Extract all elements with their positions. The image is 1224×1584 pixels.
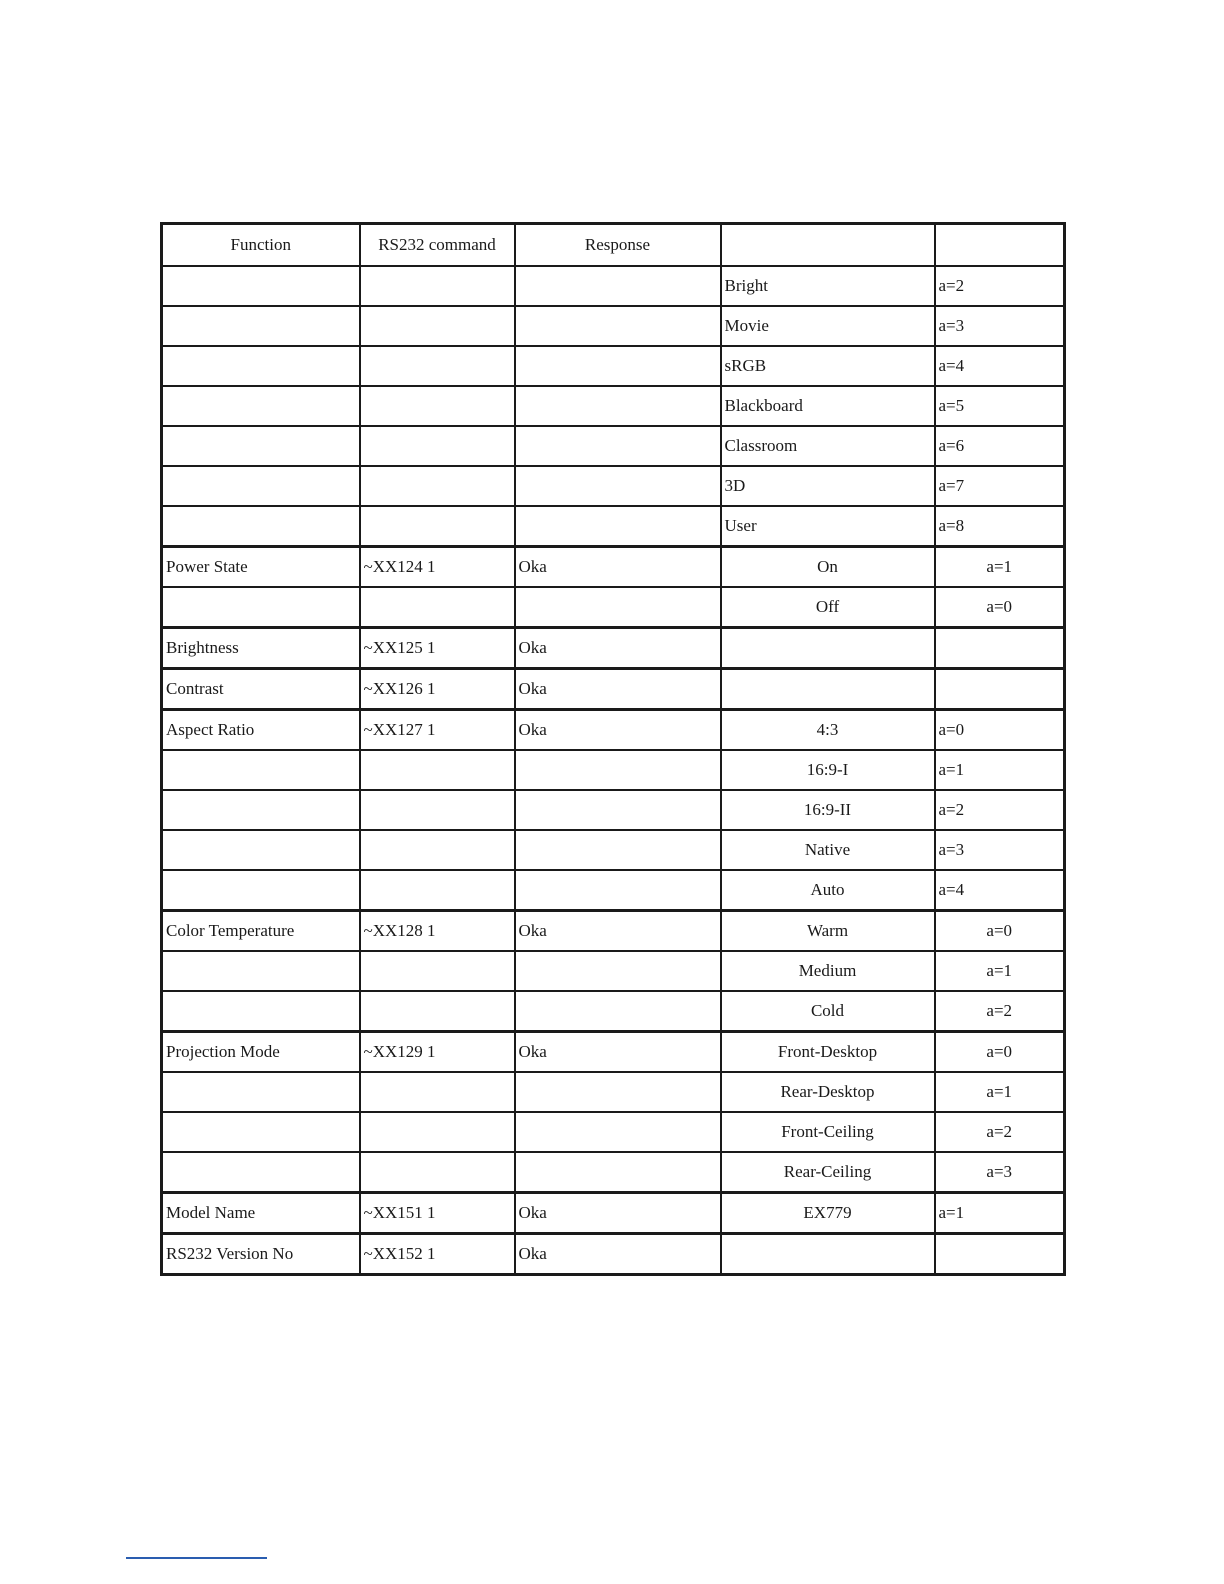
value-cell bbox=[935, 669, 1065, 710]
setting-cell: Front-Desktop bbox=[721, 1032, 935, 1073]
table-row bbox=[162, 306, 1065, 346]
setting-cell: 16:9-I bbox=[721, 750, 935, 790]
function-cell: Model Name bbox=[162, 1193, 360, 1234]
function-cell: Brightness bbox=[162, 628, 360, 669]
function-cell bbox=[162, 266, 360, 306]
setting-cell: sRGB bbox=[721, 346, 935, 386]
setting-cell: Front-Ceiling bbox=[721, 1112, 935, 1152]
command-cell: ~XX127 1 bbox=[360, 710, 515, 751]
command-cell: ~XX126 1 bbox=[360, 669, 515, 710]
command-cell bbox=[360, 346, 515, 386]
table-body bbox=[162, 266, 1065, 1275]
response-cell bbox=[515, 506, 721, 547]
response-cell bbox=[515, 587, 721, 628]
setting-cell: 4:3 bbox=[721, 710, 935, 751]
command-cell bbox=[360, 1152, 515, 1193]
response-cell: Oka bbox=[515, 547, 721, 588]
function-cell bbox=[162, 1072, 360, 1112]
function-cell: Aspect Ratio bbox=[162, 710, 360, 751]
command-cell bbox=[360, 306, 515, 346]
command-cell bbox=[360, 506, 515, 547]
response-cell bbox=[515, 266, 721, 306]
value-cell: a=2 bbox=[935, 1112, 1065, 1152]
function-cell bbox=[162, 587, 360, 628]
value-cell: a=0 bbox=[935, 911, 1065, 952]
table-header bbox=[162, 224, 1065, 267]
function-cell: Contrast bbox=[162, 669, 360, 710]
value-cell: a=1 bbox=[935, 750, 1065, 790]
setting-cell: On bbox=[721, 547, 935, 588]
value-cell: a=1 bbox=[935, 1072, 1065, 1112]
table-row bbox=[162, 870, 1065, 911]
function-cell bbox=[162, 750, 360, 790]
table-row bbox=[162, 790, 1065, 830]
table-row bbox=[162, 911, 1065, 952]
table-row bbox=[162, 1152, 1065, 1193]
response-cell: Oka bbox=[515, 628, 721, 669]
response-cell: Oka bbox=[515, 1032, 721, 1073]
command-cell: ~XX129 1 bbox=[360, 1032, 515, 1073]
command-cell: ~XX152 1 bbox=[360, 1234, 515, 1275]
response-cell: Oka bbox=[515, 669, 721, 710]
value-cell: a=0 bbox=[935, 1032, 1065, 1073]
table-row bbox=[162, 710, 1065, 751]
table-row bbox=[162, 346, 1065, 386]
function-cell bbox=[162, 830, 360, 870]
rs232-command-table bbox=[160, 222, 1066, 1276]
command-cell: ~XX124 1 bbox=[360, 547, 515, 588]
command-cell bbox=[360, 466, 515, 506]
response-cell bbox=[515, 426, 721, 466]
setting-cell: Auto bbox=[721, 870, 935, 911]
setting-cell bbox=[721, 669, 935, 710]
table-row bbox=[162, 991, 1065, 1032]
value-cell: a=1 bbox=[935, 1193, 1065, 1234]
command-cell bbox=[360, 870, 515, 911]
header-value bbox=[935, 224, 1065, 267]
value-cell: a=2 bbox=[935, 991, 1065, 1032]
command-cell: ~XX125 1 bbox=[360, 628, 515, 669]
function-cell bbox=[162, 1152, 360, 1193]
command-cell bbox=[360, 790, 515, 830]
value-cell: a=7 bbox=[935, 466, 1065, 506]
table-row bbox=[162, 1072, 1065, 1112]
value-cell: a=1 bbox=[935, 547, 1065, 588]
table-row bbox=[162, 1112, 1065, 1152]
table-row bbox=[162, 1032, 1065, 1073]
setting-cell: Warm bbox=[721, 911, 935, 952]
setting-cell: Native bbox=[721, 830, 935, 870]
function-cell bbox=[162, 426, 360, 466]
value-cell: a=0 bbox=[935, 710, 1065, 751]
response-cell bbox=[515, 790, 721, 830]
command-cell bbox=[360, 426, 515, 466]
function-cell bbox=[162, 306, 360, 346]
function-cell bbox=[162, 386, 360, 426]
value-cell: a=2 bbox=[935, 790, 1065, 830]
setting-cell bbox=[721, 1234, 935, 1275]
table-row bbox=[162, 628, 1065, 669]
setting-cell: Off bbox=[721, 587, 935, 628]
function-cell bbox=[162, 991, 360, 1032]
setting-cell: Classroom bbox=[721, 426, 935, 466]
response-cell bbox=[515, 1112, 721, 1152]
setting-cell: 3D bbox=[721, 466, 935, 506]
setting-cell: Rear-Ceiling bbox=[721, 1152, 935, 1193]
response-cell bbox=[515, 466, 721, 506]
header-setting bbox=[721, 224, 935, 267]
value-cell: a=2 bbox=[935, 266, 1065, 306]
response-cell bbox=[515, 830, 721, 870]
table-row bbox=[162, 830, 1065, 870]
command-cell: ~XX128 1 bbox=[360, 911, 515, 952]
response-cell bbox=[515, 386, 721, 426]
setting-cell: Rear-Desktop bbox=[721, 1072, 935, 1112]
table-row bbox=[162, 547, 1065, 588]
function-cell: RS232 Version No bbox=[162, 1234, 360, 1275]
function-cell bbox=[162, 466, 360, 506]
table-row bbox=[162, 1193, 1065, 1234]
value-cell bbox=[935, 1234, 1065, 1275]
value-cell: a=3 bbox=[935, 1152, 1065, 1193]
header-response: Response bbox=[515, 224, 721, 267]
function-cell bbox=[162, 951, 360, 991]
header-rs232-command: RS232 command bbox=[360, 224, 515, 267]
table-row bbox=[162, 426, 1065, 466]
function-cell bbox=[162, 506, 360, 547]
command-cell bbox=[360, 991, 515, 1032]
response-cell bbox=[515, 306, 721, 346]
function-cell bbox=[162, 790, 360, 830]
table-row bbox=[162, 266, 1065, 306]
response-cell bbox=[515, 991, 721, 1032]
header-row bbox=[162, 224, 1065, 267]
table-row bbox=[162, 466, 1065, 506]
setting-cell: Movie bbox=[721, 306, 935, 346]
function-cell bbox=[162, 346, 360, 386]
function-cell: Power State bbox=[162, 547, 360, 588]
response-cell: Oka bbox=[515, 1234, 721, 1275]
command-cell bbox=[360, 1072, 515, 1112]
table-row bbox=[162, 951, 1065, 991]
setting-cell bbox=[721, 628, 935, 669]
setting-cell: 16:9-II bbox=[721, 790, 935, 830]
command-cell bbox=[360, 587, 515, 628]
setting-cell: Cold bbox=[721, 991, 935, 1032]
response-cell bbox=[515, 1072, 721, 1112]
setting-cell: Blackboard bbox=[721, 386, 935, 426]
setting-cell: User bbox=[721, 506, 935, 547]
command-cell bbox=[360, 830, 515, 870]
command-cell bbox=[360, 750, 515, 790]
command-cell bbox=[360, 386, 515, 426]
header-function: Function bbox=[162, 224, 360, 267]
table-row bbox=[162, 506, 1065, 547]
response-cell: Oka bbox=[515, 1193, 721, 1234]
response-cell: Oka bbox=[515, 710, 721, 751]
value-cell: a=0 bbox=[935, 587, 1065, 628]
value-cell: a=8 bbox=[935, 506, 1065, 547]
value-cell bbox=[935, 628, 1065, 669]
response-cell bbox=[515, 951, 721, 991]
table-row bbox=[162, 1234, 1065, 1275]
setting-cell: EX779 bbox=[721, 1193, 935, 1234]
value-cell: a=4 bbox=[935, 346, 1065, 386]
setting-cell: Medium bbox=[721, 951, 935, 991]
command-cell bbox=[360, 951, 515, 991]
response-cell bbox=[515, 346, 721, 386]
command-cell: ~XX151 1 bbox=[360, 1193, 515, 1234]
response-cell: Oka bbox=[515, 911, 721, 952]
value-cell: a=1 bbox=[935, 951, 1065, 991]
table-row bbox=[162, 587, 1065, 628]
setting-cell: Bright bbox=[721, 266, 935, 306]
response-cell bbox=[515, 1152, 721, 1193]
function-cell bbox=[162, 1112, 360, 1152]
function-cell: Color Temperature bbox=[162, 911, 360, 952]
value-cell: a=3 bbox=[935, 306, 1065, 346]
table-row bbox=[162, 750, 1065, 790]
table-row bbox=[162, 386, 1065, 426]
command-cell bbox=[360, 1112, 515, 1152]
value-cell: a=4 bbox=[935, 870, 1065, 911]
function-cell bbox=[162, 870, 360, 911]
function-cell: Projection Mode bbox=[162, 1032, 360, 1073]
command-cell bbox=[360, 266, 515, 306]
value-cell: a=6 bbox=[935, 426, 1065, 466]
value-cell: a=3 bbox=[935, 830, 1065, 870]
footnote-separator-line bbox=[126, 1557, 267, 1559]
value-cell: a=5 bbox=[935, 386, 1065, 426]
table-row bbox=[162, 669, 1065, 710]
response-cell bbox=[515, 750, 721, 790]
response-cell bbox=[515, 870, 721, 911]
